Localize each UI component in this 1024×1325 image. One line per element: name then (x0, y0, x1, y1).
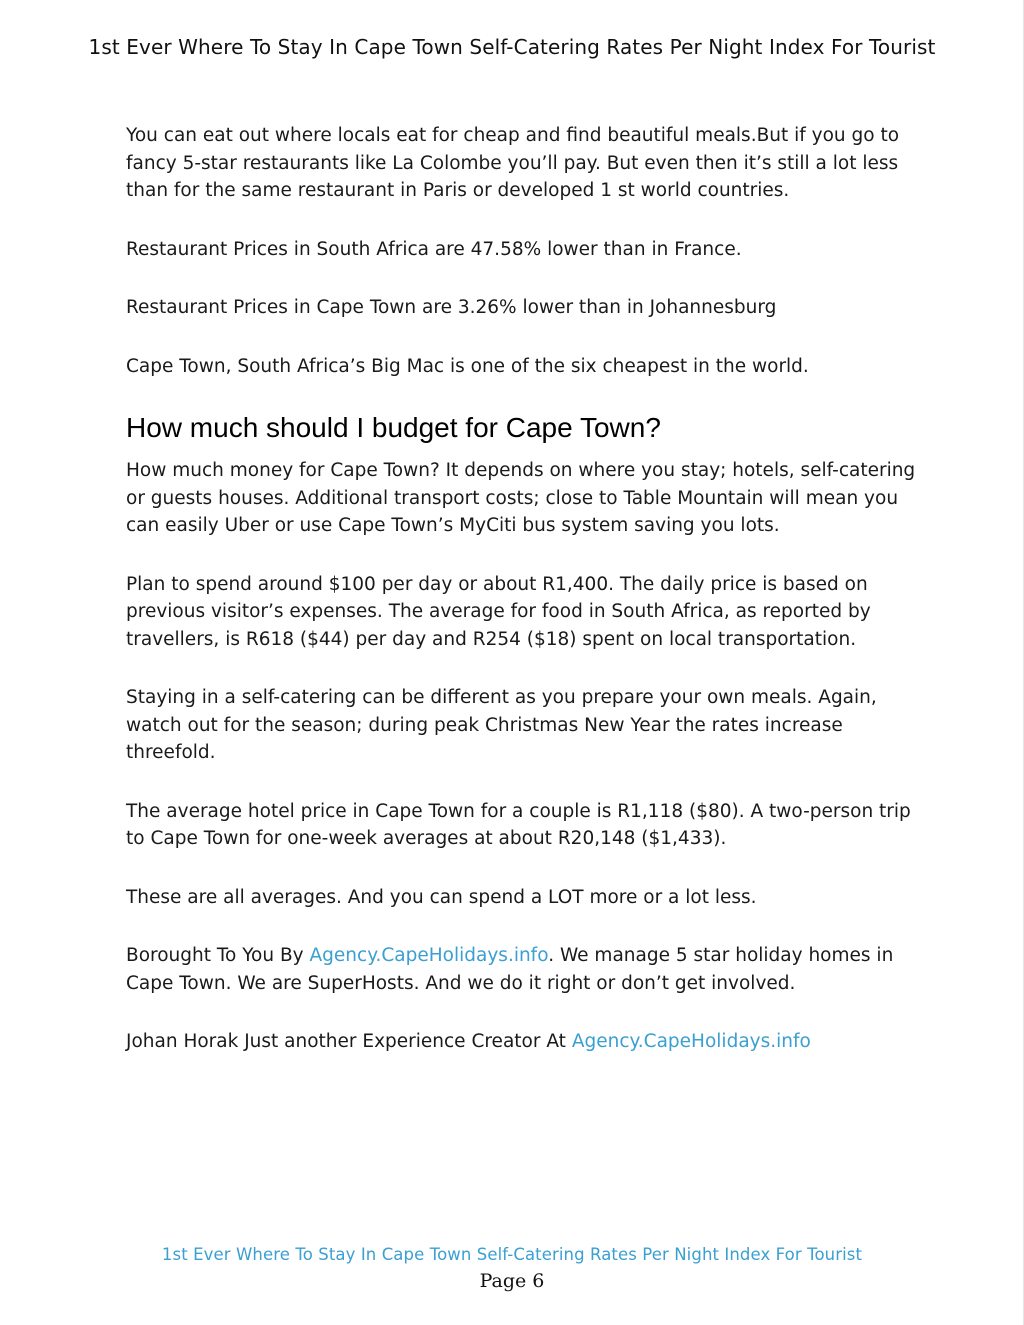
document-body (126, 122, 916, 1087)
paragraph-eating-out: You can eat out where locals eat for cheap and find beautiful meals.But if you go to fancy 5-star restaurants like La Colombe you’ll pay. But even then it’s still a lot less than for the same restaurant in Paris or developed 1 st world countries. (126, 125, 900, 201)
author-text: Johan Horak Just another Experience Creator At (126, 1031, 572, 1052)
paragraph-averages: These are all averages. And you can spend a LOT more or a lot less. (126, 886, 757, 908)
paragraph-brought-to-you (126, 942, 916, 997)
paragraph-author (126, 1028, 916, 1056)
page-footer (0, 1245, 1024, 1292)
page-number: Page 6 (479, 1270, 545, 1292)
agency-link[interactable]: Agency.CapeHolidays.info (309, 945, 549, 966)
paragraph-how-much-money: How much money for Cape Town? It depends on where you stay; hotels, self-catering or guests houses. Additional transport costs; close to Table Mountain will mean you can easily Uber or use Cape Town’s MyCiti bus system saving you lots. (126, 460, 916, 536)
brought-to-you-text: Borought To You By (126, 945, 310, 966)
author-agency-link[interactable]: Agency.CapeHolidays.info (571, 1031, 811, 1052)
agency-description-text: . We manage 5 star holiday homes in Cape Town. We are SuperHosts. And we do it right or don’t get involved. (126, 945, 894, 994)
paragraph-daily-spend: Plan to spend around $100 per day or about R1,400. The daily price is based on previous visitor’s expenses. The average for food in South Africa, as reported by travellers, is R618 ($44) per day and R254 ($18) spent on local transportation. (126, 573, 871, 650)
section-heading-budget: How much should I budget for Cape Town? (126, 412, 661, 443)
header-title: 1st Ever Where To Stay In Cape Town Self-Catering Rates Per Night Index For Tourist (88, 35, 936, 59)
paragraph-restaurant-prices-johannesburg: Restaurant Prices in Cape Town are 3.26% lower than in Johannesburg (126, 297, 777, 318)
paragraph-restaurant-prices-france: Restaurant Prices in South Africa are 47.58% lower than in France. (126, 238, 742, 260)
page-header (0, 35, 1024, 59)
footer-title: 1st Ever Where To Stay In Cape Town Self-Catering Rates Per Night Index For Tourist (161, 1245, 863, 1264)
paragraph-hotel-price: The average hotel price in Cape Town for a couple is R1,118 ($80). A two-person trip to Cape Town for one-week averages at about R20,148 ($1,433). (126, 800, 911, 849)
paragraph-big-mac: Cape Town, South Africa’s Big Mac is one of the six cheapest in the world. (126, 355, 809, 377)
paragraph-self-catering: Staying in a self-catering can be different as you prepare your own meals. Again, watch out for the season; during peak Christmas New Year the rates increase threefold. (126, 687, 877, 763)
